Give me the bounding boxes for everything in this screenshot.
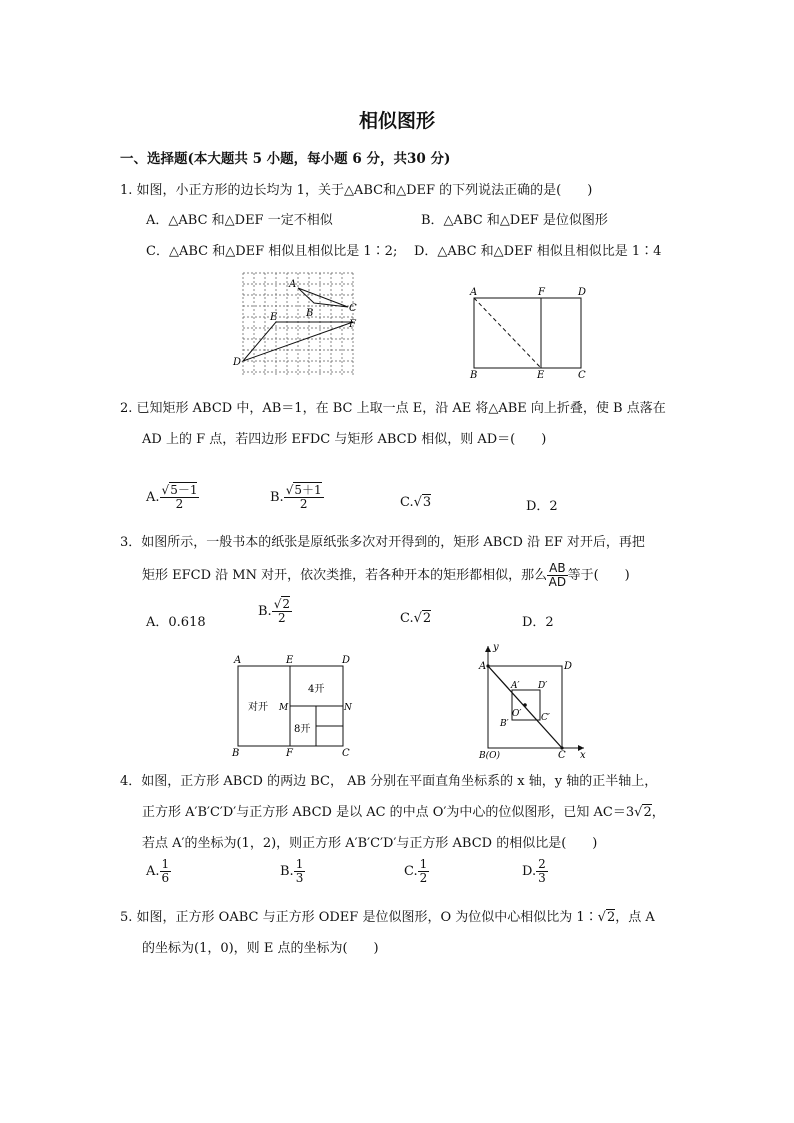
- q1-label-a: A: [289, 279, 297, 290]
- q5-line1-b: ，点 A: [615, 910, 655, 925]
- q2-c-prefix: C.: [400, 495, 414, 510]
- q4-line3: 若点 A′的坐标为(1，2)，则正方形 A′B′C′D′与正方形 ABCD 的相似比是( ): [142, 836, 598, 851]
- q3-c-prefix: C.: [400, 611, 414, 626]
- q4-a-num: 1: [161, 857, 170, 871]
- q3-frac-den: AD: [548, 575, 567, 590]
- q3-frac-num: AB: [549, 561, 566, 575]
- q4-label-y: y: [493, 642, 499, 653]
- q4-label-a1: A′: [511, 681, 520, 691]
- q2-c-rad: 3: [422, 495, 432, 510]
- q3-paper-figure: [228, 652, 358, 760]
- q2-option-b: B. $\frac{√5+1}{2}$: [270, 483, 322, 512]
- q2-label-a: A: [470, 287, 478, 298]
- q3-label-f: F: [286, 748, 293, 759]
- q4-option-a: [146, 858, 171, 885]
- q3-option-c: C.√2: [400, 611, 432, 626]
- q3-label-n: N: [344, 703, 352, 713]
- q1-label-f: F: [349, 319, 356, 330]
- q3-option-d: D．2: [522, 615, 554, 630]
- q4-line2-b: ，: [651, 805, 665, 820]
- q2-rectangle-figure: [464, 284, 594, 380]
- q1-option-a: A．△ABC 和△DEF 一定不相似: [146, 213, 333, 228]
- q2-label-e: E: [537, 370, 545, 380]
- q4-d-prefix: D.: [522, 864, 537, 880]
- q3-label-m: M: [279, 703, 289, 713]
- q4-label-bo: B(O): [479, 751, 501, 760]
- q4-coordinate-figure: [466, 640, 596, 760]
- page-title: 相似图形: [358, 110, 435, 132]
- q3-label-e: E: [286, 655, 294, 666]
- q5-line1-rad: 2: [606, 910, 616, 925]
- q2-a-den: 2: [175, 497, 184, 512]
- q4-label-b1: B′: [500, 719, 509, 729]
- q1-label-d: D: [233, 357, 242, 368]
- q2-label-f: F: [538, 287, 545, 298]
- q2-label-b: B: [470, 370, 478, 380]
- q4-b-den: 3: [295, 871, 304, 886]
- q4-a-den: 6: [161, 871, 170, 886]
- q3-label-b: B: [232, 748, 240, 759]
- q2-option-c: C.√3: [400, 495, 432, 510]
- section-heading: 一、选择题(本大题共 5 小题，每小题 6 分，共30 分): [120, 151, 451, 167]
- q2-line2: AD 上的 F 点，若四边形 EFDC 与矩形 ABCD 相似，则 AD＝( ): [142, 432, 547, 447]
- q3-b-den: 2: [278, 611, 286, 626]
- q3-label-half: 对开: [248, 702, 268, 713]
- q4-label-o1: O′: [512, 709, 522, 719]
- q4-b-num: 1: [295, 857, 304, 871]
- q3-c-rad: 2: [422, 611, 432, 626]
- q1-label-c: C: [349, 303, 357, 314]
- q4-b-prefix: B.: [280, 864, 294, 880]
- q3-b-prefix: B.: [258, 604, 272, 620]
- q4-label-c: C: [558, 750, 566, 760]
- q2-option-a: A. $\frac{√5-1}{2}$: [146, 483, 198, 512]
- q3-line2: [142, 562, 630, 589]
- q5-line2: 的坐标为(1，0)，则 E 点的坐标为( ): [142, 941, 379, 956]
- q3-label-a: A: [234, 655, 242, 666]
- q5-line1-a: 5. 如图，正方形 OABC 与正方形 ODEF 是位似图形，O 为位似中心相似比为 1∶: [120, 910, 598, 925]
- q1-stem: 1. 如图，小正方形的边长均为 1，关于△ABC和△DEF 的下列说法正确的是( ): [120, 183, 593, 198]
- q2-b-num: 5＋1: [294, 483, 322, 497]
- q1-label-e: E: [270, 312, 278, 323]
- q2-line1: 2. 已知矩形 ABCD 中，AB＝1，在 BC 上取一点 E，沿 AE 将△ABE 向上折叠，使 B 点落在: [120, 401, 666, 416]
- q4-line1: 4．如图，正方形 ABCD 的两边 BC， AB 分别在平面直角坐标系的 x 轴，y 轴的正半轴上，: [120, 774, 658, 789]
- q3-label-d: D: [342, 655, 351, 666]
- q4-line2-rad: 2: [643, 805, 652, 820]
- q2-b-prefix: B.: [270, 490, 284, 506]
- q3-label-c: C: [342, 748, 350, 759]
- q2-label-c: C: [578, 370, 586, 380]
- q4-label-d1: D′: [538, 681, 548, 691]
- q2-option-d: D．2: [526, 499, 558, 514]
- q4-label-d: D: [564, 661, 573, 672]
- q3-label-eight: 8开: [294, 724, 311, 735]
- q4-option-b: [280, 858, 305, 885]
- q2-a-prefix: A.: [146, 490, 160, 506]
- q5-line1: 5. 如图，正方形 OABC 与正方形 ODEF 是位似图形，O 为位似中心相似比为 1∶√2，点 A: [120, 910, 655, 925]
- q4-option-c: [404, 858, 429, 885]
- q4-c-den: 2: [419, 871, 428, 886]
- q4-label-x: x: [580, 750, 586, 760]
- q4-a-prefix: A.: [146, 864, 160, 880]
- q3-line1: 3．如图所示，一般书本的纸张是原纸张多次对开得到的，矩形 ABCD 沿 EF 对开后，再把: [120, 535, 645, 550]
- q1-grid-figure: [228, 268, 368, 382]
- q3-label-four: 4开: [308, 684, 325, 695]
- q4-line2: 正方形 A′B′C′D′与正方形 ABCD 是以 AC 的中点 O′为中心的位似图形，已知 AC＝3√2，: [142, 805, 665, 820]
- q4-label-a: A: [479, 661, 487, 672]
- q1-option-d: D．△ABC 和△DEF 相似且相似比是 1∶4: [414, 244, 662, 259]
- q4-d-den: 3: [538, 871, 546, 886]
- q3-option-a: A．0.618: [146, 615, 206, 630]
- q4-d-num: 2: [538, 857, 546, 871]
- q4-option-d: [522, 858, 548, 885]
- q2-label-d: D: [578, 287, 587, 298]
- q2-b-den: 2: [299, 497, 308, 512]
- q1-option-b: B．△ABC 和△DEF 是位似图形: [421, 213, 608, 228]
- q1-label-b: B: [306, 308, 314, 319]
- q3-line2-b: 等于( ): [567, 568, 630, 584]
- q2-a-num: 5－1: [170, 483, 198, 497]
- q3-b-num: 2: [282, 597, 290, 611]
- q4-line2-a: 正方形 A′B′C′D′与正方形 ABCD 是以 AC 的中点 O′为中心的位似图形，已知 AC＝3: [142, 805, 635, 820]
- q4-c-num: 1: [419, 857, 428, 871]
- q3-line2-a: 矩形 EFCD 沿 MN 对开，依次类推，若各种开本的矩形都相似，那么: [142, 568, 548, 584]
- q1-option-c: C．△ABC 和△DEF 相似且相似比是 1∶2;: [146, 244, 398, 259]
- q3-option-b: B. $\frac{√2}{2}$: [258, 597, 290, 626]
- q4-label-c1: C′: [541, 713, 550, 723]
- q4-c-prefix: C.: [404, 864, 418, 880]
